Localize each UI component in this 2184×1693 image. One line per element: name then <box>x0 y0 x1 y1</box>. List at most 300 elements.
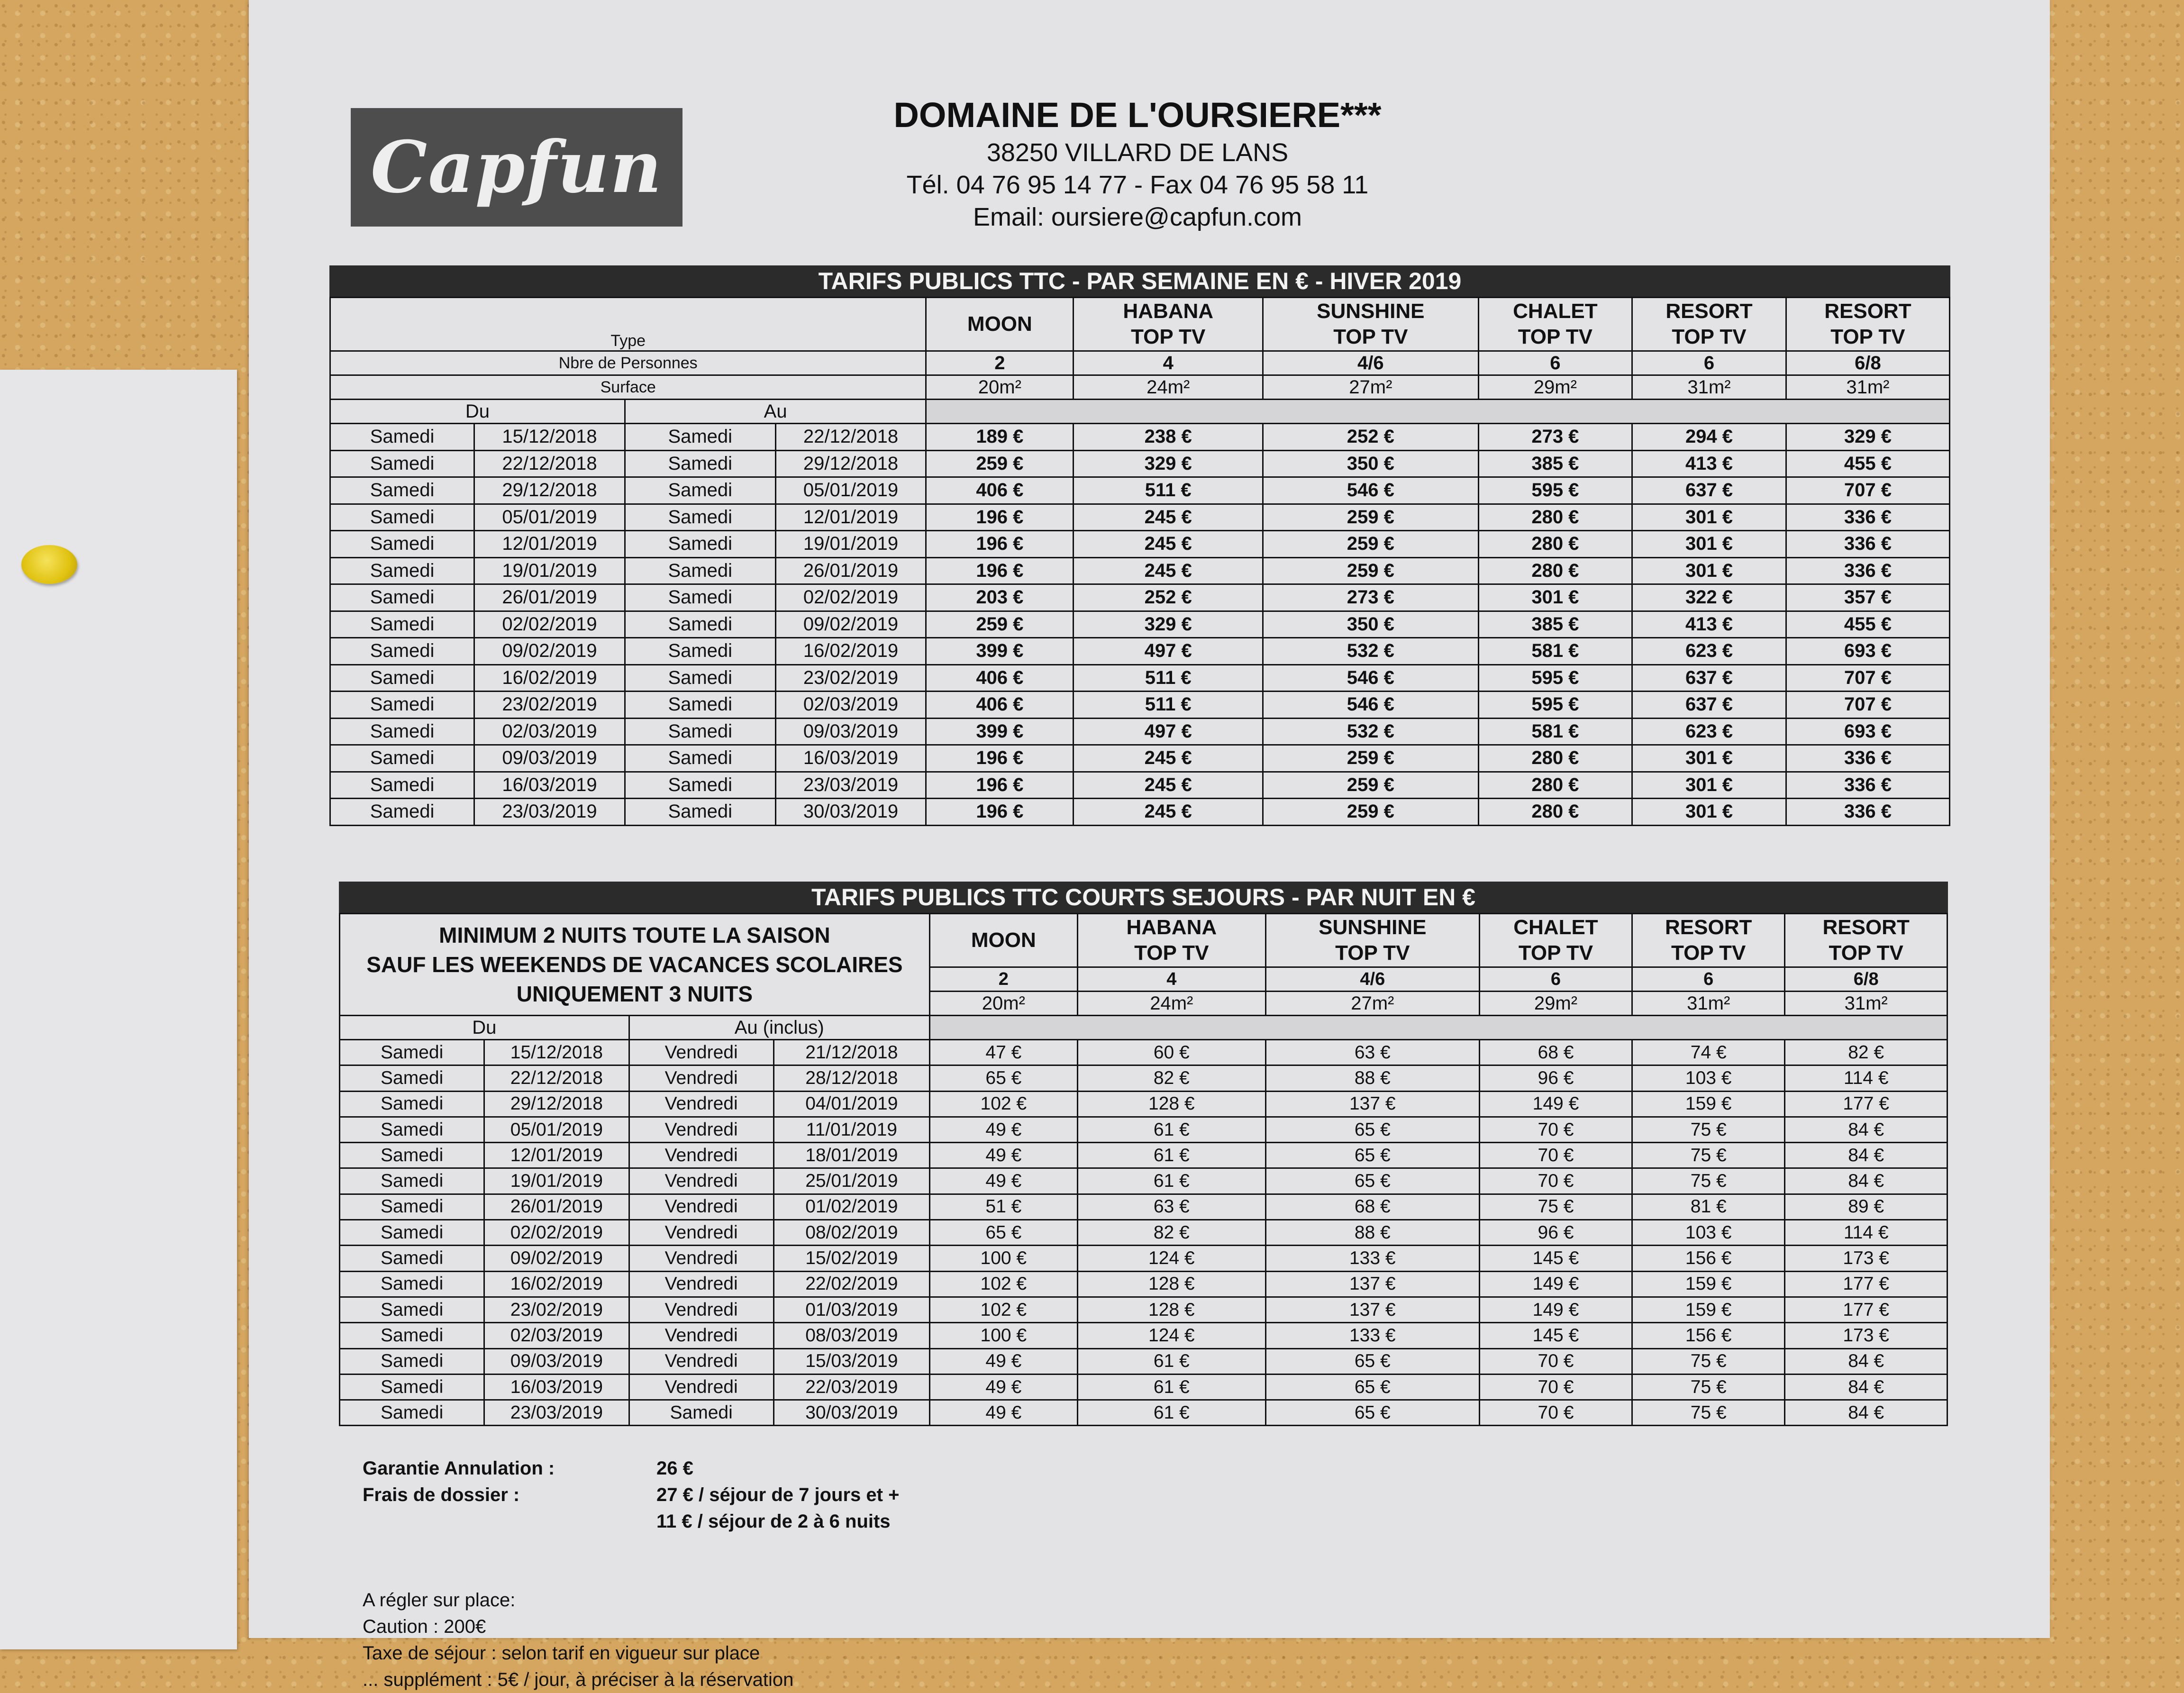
to-date: 22/02/2019 <box>774 1271 929 1297</box>
table-row <box>330 745 1950 772</box>
spacer-cell <box>926 400 1950 424</box>
price-cell: 413 € <box>1632 611 1786 638</box>
price-cell: 173 € <box>1785 1246 1947 1271</box>
price-cell: 61 € <box>1077 1348 1265 1374</box>
fees-label: Frais de dossier : <box>363 1484 520 1505</box>
surface-value: 29m² <box>1479 992 1632 1016</box>
logo-text: Capfun <box>370 126 663 209</box>
table-row <box>340 1117 1947 1142</box>
from-day: Samedi <box>330 424 474 451</box>
persons-value: 2 <box>926 351 1074 375</box>
price-cell: 159 € <box>1632 1271 1785 1297</box>
from-day: Samedi <box>340 1091 484 1117</box>
from-date: 15/12/2018 <box>484 1040 629 1065</box>
to-day: Vendredi <box>629 1220 774 1246</box>
table-row <box>330 584 1950 611</box>
price-cell: 114 € <box>1785 1220 1947 1246</box>
to-date: 15/03/2019 <box>774 1348 929 1374</box>
table-row <box>330 531 1950 558</box>
price-cell: 595 € <box>1478 477 1632 504</box>
price-cell: 280 € <box>1478 557 1632 584</box>
surface-row <box>330 375 1950 400</box>
price-cell: 75 € <box>1632 1374 1785 1400</box>
partial-line: ... supplément : 5€ / jour, à préciser à la réservation <box>363 1669 794 1690</box>
price-cell: 173 € <box>1785 1323 1947 1348</box>
table-row <box>330 557 1950 584</box>
persons-value: 6/8 <box>1786 351 1949 375</box>
spacer-cell <box>929 1016 1947 1040</box>
from-date: 23/03/2019 <box>484 1400 629 1426</box>
price-cell: 137 € <box>1265 1297 1479 1322</box>
table-row <box>330 799 1950 826</box>
from-day: Samedi <box>330 692 474 719</box>
price-cell: 280 € <box>1478 745 1632 772</box>
surface-value: 29m² <box>1478 375 1632 400</box>
table-row <box>340 1246 1947 1271</box>
price-cell: 329 € <box>1786 424 1949 451</box>
price-cell: 406 € <box>926 664 1074 692</box>
price-cell: 49 € <box>929 1400 1077 1426</box>
persons-value: 6/8 <box>1785 967 1947 992</box>
tourist-tax: Taxe de séjour : selon tarif en vigueur sur place <box>363 1643 760 1664</box>
from-date: 15/12/2018 <box>474 424 625 451</box>
price-cell: 137 € <box>1265 1271 1479 1297</box>
price-cell: 322 € <box>1632 584 1786 611</box>
push-pin-icon <box>21 545 77 584</box>
price-cell: 81 € <box>1632 1194 1785 1220</box>
from-date: 05/01/2019 <box>474 504 625 531</box>
document-header <box>853 95 1422 232</box>
persons-value: 6 <box>1632 967 1785 992</box>
persons-row <box>330 351 1950 375</box>
price-cell: 60 € <box>1077 1040 1265 1065</box>
to-date: 02/03/2019 <box>775 692 926 719</box>
to-date: 30/03/2019 <box>775 799 926 826</box>
from-date: 16/02/2019 <box>474 664 625 692</box>
table-row <box>340 1065 1947 1091</box>
price-cell: 177 € <box>1785 1271 1947 1297</box>
price-cell: 511 € <box>1074 692 1263 719</box>
price-cell: 511 € <box>1074 664 1263 692</box>
price-cell: 49 € <box>929 1117 1077 1142</box>
to-day: Vendredi <box>629 1323 774 1348</box>
from-date: 02/02/2019 <box>474 611 625 638</box>
to-date: 15/02/2019 <box>774 1246 929 1271</box>
price-cell: 49 € <box>929 1348 1077 1374</box>
from-date: 23/03/2019 <box>474 799 625 826</box>
price-cell: 336 € <box>1786 745 1949 772</box>
price-cell: 455 € <box>1786 450 1949 477</box>
side-paper <box>0 370 237 1649</box>
column-header: RESORT TOP TV <box>1786 298 1949 351</box>
price-cell: 156 € <box>1632 1323 1785 1348</box>
column-header: MOON <box>929 914 1077 967</box>
price-cell: 637 € <box>1632 692 1786 719</box>
price-cell: 75 € <box>1632 1117 1785 1142</box>
persons-label: Nbre de Personnes <box>330 351 926 375</box>
from-date: 09/02/2019 <box>484 1246 629 1271</box>
from-day: Samedi <box>340 1400 484 1426</box>
price-cell: 238 € <box>1074 424 1263 451</box>
price-cell: 245 € <box>1074 745 1263 772</box>
to-day: Vendredi <box>629 1194 774 1220</box>
to-day: Vendredi <box>629 1040 774 1065</box>
to-date: 23/03/2019 <box>775 772 926 799</box>
persons-value: 4/6 <box>1263 351 1478 375</box>
to-date: 02/02/2019 <box>775 584 926 611</box>
price-cell: 61 € <box>1077 1400 1265 1426</box>
column-header: CHALET TOP TV <box>1478 298 1632 351</box>
table-row <box>330 424 1950 451</box>
price-cell: 70 € <box>1479 1117 1632 1142</box>
price-cell: 189 € <box>926 424 1074 451</box>
to-date: 16/02/2019 <box>775 638 926 665</box>
weekly-table-title: TARIFS PUBLICS TTC - PAR SEMAINE EN € - HIVER 2019 <box>329 265 1950 297</box>
price-cell: 196 € <box>926 799 1074 826</box>
price-cell: 301 € <box>1632 745 1786 772</box>
to-day: Samedi <box>625 424 775 451</box>
price-cell: 149 € <box>1479 1091 1632 1117</box>
from-day: Samedi <box>340 1040 484 1065</box>
to-day: Vendredi <box>629 1374 774 1400</box>
price-cell: 595 € <box>1478 664 1632 692</box>
to-date: 16/03/2019 <box>775 745 926 772</box>
from-date: 16/02/2019 <box>484 1271 629 1297</box>
to-day: Samedi <box>625 638 775 665</box>
to-day: Samedi <box>625 772 775 799</box>
price-cell: 196 € <box>926 557 1074 584</box>
from-day: Samedi <box>330 718 474 745</box>
persons-value: 6 <box>1478 351 1632 375</box>
from-date: 23/02/2019 <box>484 1297 629 1322</box>
from-day: Samedi <box>330 799 474 826</box>
price-cell: 280 € <box>1478 799 1632 826</box>
from-day: Samedi <box>330 504 474 531</box>
price-cell: 259 € <box>1263 557 1478 584</box>
to-date: 12/01/2019 <box>775 504 926 531</box>
to-day: Vendredi <box>629 1143 774 1168</box>
table-row <box>340 1374 1947 1400</box>
price-cell: 128 € <box>1077 1091 1265 1117</box>
surface-value: 27m² <box>1263 375 1478 400</box>
price-cell: 273 € <box>1263 584 1478 611</box>
price-cell: 75 € <box>1632 1168 1785 1194</box>
to-day: Samedi <box>625 504 775 531</box>
price-cell: 61 € <box>1077 1168 1265 1194</box>
price-cell: 336 € <box>1786 772 1949 799</box>
from-date: 02/03/2019 <box>474 718 625 745</box>
price-cell: 156 € <box>1632 1246 1785 1271</box>
table-row <box>340 1271 1947 1297</box>
price-cell: 301 € <box>1632 799 1786 826</box>
price-cell: 637 € <box>1632 477 1786 504</box>
from-date: 29/12/2018 <box>484 1091 629 1117</box>
price-cell: 245 € <box>1074 557 1263 584</box>
to-date: 04/01/2019 <box>774 1091 929 1117</box>
price-cell: 280 € <box>1478 772 1632 799</box>
price-cell: 301 € <box>1632 531 1786 558</box>
to-day: Samedi <box>625 557 775 584</box>
type-row <box>330 298 1950 351</box>
price-cell: 82 € <box>1785 1040 1947 1065</box>
price-cell: 245 € <box>1074 504 1263 531</box>
type-label: Type <box>330 298 926 351</box>
price-cell: 177 € <box>1785 1297 1947 1322</box>
to-date: 26/01/2019 <box>775 557 926 584</box>
persons-value: 2 <box>929 967 1077 992</box>
surface-value: 20m² <box>929 992 1077 1016</box>
from-label: Du <box>330 400 625 424</box>
price-cell: 245 € <box>1074 772 1263 799</box>
price-cell: 196 € <box>926 531 1074 558</box>
to-date: 18/01/2019 <box>774 1143 929 1168</box>
from-day: Samedi <box>340 1374 484 1400</box>
price-cell: 70 € <box>1479 1374 1632 1400</box>
to-day: Vendredi <box>629 1091 774 1117</box>
surface-value: 31m² <box>1786 375 1949 400</box>
price-cell: 406 € <box>926 477 1074 504</box>
from-day: Samedi <box>330 450 474 477</box>
from-date: 09/03/2019 <box>484 1348 629 1374</box>
from-day: Samedi <box>340 1117 484 1142</box>
to-date: 19/01/2019 <box>775 531 926 558</box>
price-cell: 100 € <box>929 1246 1077 1271</box>
price-cell: 133 € <box>1265 1246 1479 1271</box>
to-day: Samedi <box>625 531 775 558</box>
from-day: Samedi <box>340 1246 484 1271</box>
from-day: Samedi <box>340 1143 484 1168</box>
to-date: 22/12/2018 <box>775 424 926 451</box>
to-date: 28/12/2018 <box>774 1065 929 1091</box>
price-cell: 595 € <box>1478 692 1632 719</box>
date-header-row <box>330 400 1950 424</box>
to-day: Vendredi <box>629 1297 774 1322</box>
price-cell: 245 € <box>1074 531 1263 558</box>
to-date: 11/01/2019 <box>774 1117 929 1142</box>
price-cell: 103 € <box>1632 1065 1785 1091</box>
table-row <box>340 1168 1947 1194</box>
from-date: 09/03/2019 <box>474 745 625 772</box>
to-day: Vendredi <box>629 1117 774 1142</box>
price-cell: 82 € <box>1077 1220 1265 1246</box>
price-cell: 89 € <box>1785 1194 1947 1220</box>
price-cell: 329 € <box>1074 450 1263 477</box>
email: Email: oursiere@capfun.com <box>973 203 1302 231</box>
to-day: Samedi <box>629 1400 774 1426</box>
price-cell: 75 € <box>1632 1143 1785 1168</box>
capfun-logo <box>351 108 682 227</box>
from-day: Samedi <box>340 1323 484 1348</box>
price-cell: 159 € <box>1632 1091 1785 1117</box>
to-label: Au <box>625 400 926 424</box>
from-date: 19/01/2019 <box>484 1168 629 1194</box>
column-header: HABANA TOP TV <box>1077 914 1265 967</box>
column-header: RESORT TOP TV <box>1632 298 1786 351</box>
to-day: Samedi <box>625 745 775 772</box>
persons-value: 4 <box>1074 351 1263 375</box>
price-cell: 336 € <box>1786 557 1949 584</box>
from-date: 12/01/2019 <box>484 1143 629 1168</box>
persons-value: 6 <box>1479 967 1632 992</box>
price-cell: 273 € <box>1478 424 1632 451</box>
price-cell: 84 € <box>1785 1143 1947 1168</box>
table-row <box>330 692 1950 719</box>
price-cell: 497 € <box>1074 638 1263 665</box>
price-cell: 159 € <box>1632 1297 1785 1322</box>
from-date: 16/03/2019 <box>474 772 625 799</box>
surface-value: 31m² <box>1785 992 1947 1016</box>
from-date: 26/01/2019 <box>474 584 625 611</box>
from-day: Samedi <box>340 1194 484 1220</box>
table-row <box>340 1400 1947 1426</box>
price-cell: 546 € <box>1263 692 1478 719</box>
price-cell: 196 € <box>926 504 1074 531</box>
cancellation-value: 26 € <box>656 1458 693 1479</box>
price-cell: 259 € <box>1263 772 1478 799</box>
price-cell: 259 € <box>1263 799 1478 826</box>
price-cell: 88 € <box>1265 1220 1479 1246</box>
price-cell: 96 € <box>1479 1065 1632 1091</box>
to-date: 30/03/2019 <box>774 1400 929 1426</box>
column-header: SUNSHINE TOP TV <box>1265 914 1479 967</box>
price-cell: 61 € <box>1077 1143 1265 1168</box>
table-row <box>340 1194 1947 1220</box>
price-cell: 259 € <box>1263 504 1478 531</box>
weekly-price-table <box>329 265 1950 826</box>
price-cell: 546 € <box>1263 477 1478 504</box>
column-header: SUNSHINE TOP TV <box>1263 298 1478 351</box>
to-day: Samedi <box>625 799 775 826</box>
table-row <box>330 638 1950 665</box>
price-cell: 406 € <box>926 692 1074 719</box>
to-day: Vendredi <box>629 1271 774 1297</box>
deposit: Caution : 200€ <box>363 1616 486 1637</box>
to-date: 01/02/2019 <box>774 1194 929 1220</box>
price-cell: 128 € <box>1077 1271 1265 1297</box>
table-row <box>330 450 1950 477</box>
from-day: Samedi <box>330 772 474 799</box>
price-cell: 65 € <box>1265 1117 1479 1142</box>
price-cell: 149 € <box>1479 1271 1632 1297</box>
price-cell: 259 € <box>926 611 1074 638</box>
short-table-title: TARIFS PUBLICS TTC COURTS SEJOURS - PAR NUIT EN € <box>339 882 1948 913</box>
price-cell: 75 € <box>1632 1348 1785 1374</box>
price-cell: 75 € <box>1479 1194 1632 1220</box>
price-cell: 693 € <box>1786 718 1949 745</box>
price-cell: 63 € <box>1265 1040 1479 1065</box>
price-cell: 196 € <box>926 772 1074 799</box>
price-cell: 546 € <box>1263 664 1478 692</box>
from-date: 22/12/2018 <box>474 450 625 477</box>
price-cell: 707 € <box>1786 692 1949 719</box>
price-cell: 51 € <box>929 1194 1077 1220</box>
price-cell: 65 € <box>1265 1168 1479 1194</box>
price-cell: 65 € <box>929 1220 1077 1246</box>
price-cell: 61 € <box>1077 1117 1265 1142</box>
to-day: Vendredi <box>629 1348 774 1374</box>
surface-value: 31m² <box>1632 992 1785 1016</box>
from-date: 19/01/2019 <box>474 557 625 584</box>
from-day: Samedi <box>330 557 474 584</box>
price-cell: 84 € <box>1785 1348 1947 1374</box>
cancellation-label: Garantie Annulation : <box>363 1458 555 1479</box>
to-day: Samedi <box>625 450 775 477</box>
from-day: Samedi <box>330 477 474 504</box>
price-cell: 102 € <box>929 1091 1077 1117</box>
to-day: Samedi <box>625 611 775 638</box>
from-day: Samedi <box>340 1271 484 1297</box>
from-day: Samedi <box>330 531 474 558</box>
price-cell: 65 € <box>1265 1400 1479 1426</box>
phone-fax: Tél. 04 76 95 14 77 - Fax 04 76 95 58 11 <box>906 171 1369 199</box>
price-cell: 102 € <box>929 1271 1077 1297</box>
price-cell: 259 € <box>1263 745 1478 772</box>
table-row <box>340 1348 1947 1374</box>
to-date: 29/12/2018 <box>775 450 926 477</box>
price-cell: 637 € <box>1632 664 1786 692</box>
price-cell: 49 € <box>929 1168 1077 1194</box>
fees-value-long: 27 € / séjour de 7 jours et + <box>656 1484 900 1505</box>
price-cell: 693 € <box>1786 638 1949 665</box>
price-cell: 301 € <box>1632 772 1786 799</box>
table-row <box>340 1323 1947 1348</box>
price-cell: 329 € <box>1074 611 1263 638</box>
table-row <box>330 477 1950 504</box>
price-cell: 75 € <box>1632 1400 1785 1426</box>
price-cell: 61 € <box>1077 1374 1265 1400</box>
price-cell: 84 € <box>1785 1117 1947 1142</box>
from-day: Samedi <box>340 1220 484 1246</box>
from-day: Samedi <box>330 664 474 692</box>
surface-value: 24m² <box>1074 375 1263 400</box>
price-cell: 70 € <box>1479 1400 1632 1426</box>
price-cell: 623 € <box>1632 638 1786 665</box>
surface-label: Surface <box>330 375 926 400</box>
price-cell: 203 € <box>926 584 1074 611</box>
price-cell: 259 € <box>1263 531 1478 558</box>
price-cell: 497 € <box>1074 718 1263 745</box>
price-cell: 455 € <box>1786 611 1949 638</box>
price-cell: 84 € <box>1785 1374 1947 1400</box>
from-date: 02/03/2019 <box>484 1323 629 1348</box>
column-header: HABANA TOP TV <box>1074 298 1263 351</box>
price-cell: 581 € <box>1478 638 1632 665</box>
price-cell: 581 € <box>1478 718 1632 745</box>
to-date: 08/02/2019 <box>774 1220 929 1246</box>
price-cell: 413 € <box>1632 450 1786 477</box>
price-cell: 70 € <box>1479 1348 1632 1374</box>
minimum-stay-note: MINIMUM 2 NUITS TOUTE LA SAISON SAUF LES WEEKENDS DE VACANCES SCOLAIRES UNIQUEMENT 3 NUITS <box>340 914 930 1016</box>
from-day: Samedi <box>340 1065 484 1091</box>
price-cell: 301 € <box>1632 504 1786 531</box>
from-date: 02/02/2019 <box>484 1220 629 1246</box>
price-cell: 103 € <box>1632 1220 1785 1246</box>
price-cell: 137 € <box>1265 1091 1479 1117</box>
price-cell: 88 € <box>1265 1065 1479 1091</box>
price-cell: 336 € <box>1786 504 1949 531</box>
price-cell: 70 € <box>1479 1168 1632 1194</box>
price-cell: 350 € <box>1263 450 1478 477</box>
price-cell: 707 € <box>1786 664 1949 692</box>
price-cell: 399 € <box>926 638 1074 665</box>
from-date: 23/02/2019 <box>474 692 625 719</box>
to-label: Au (inclus) <box>629 1016 929 1040</box>
to-date: 25/01/2019 <box>774 1168 929 1194</box>
footer-notes <box>363 1455 899 1693</box>
column-header: CHALET TOP TV <box>1479 914 1632 967</box>
price-cell: 350 € <box>1263 611 1478 638</box>
price-cell: 149 € <box>1479 1297 1632 1322</box>
